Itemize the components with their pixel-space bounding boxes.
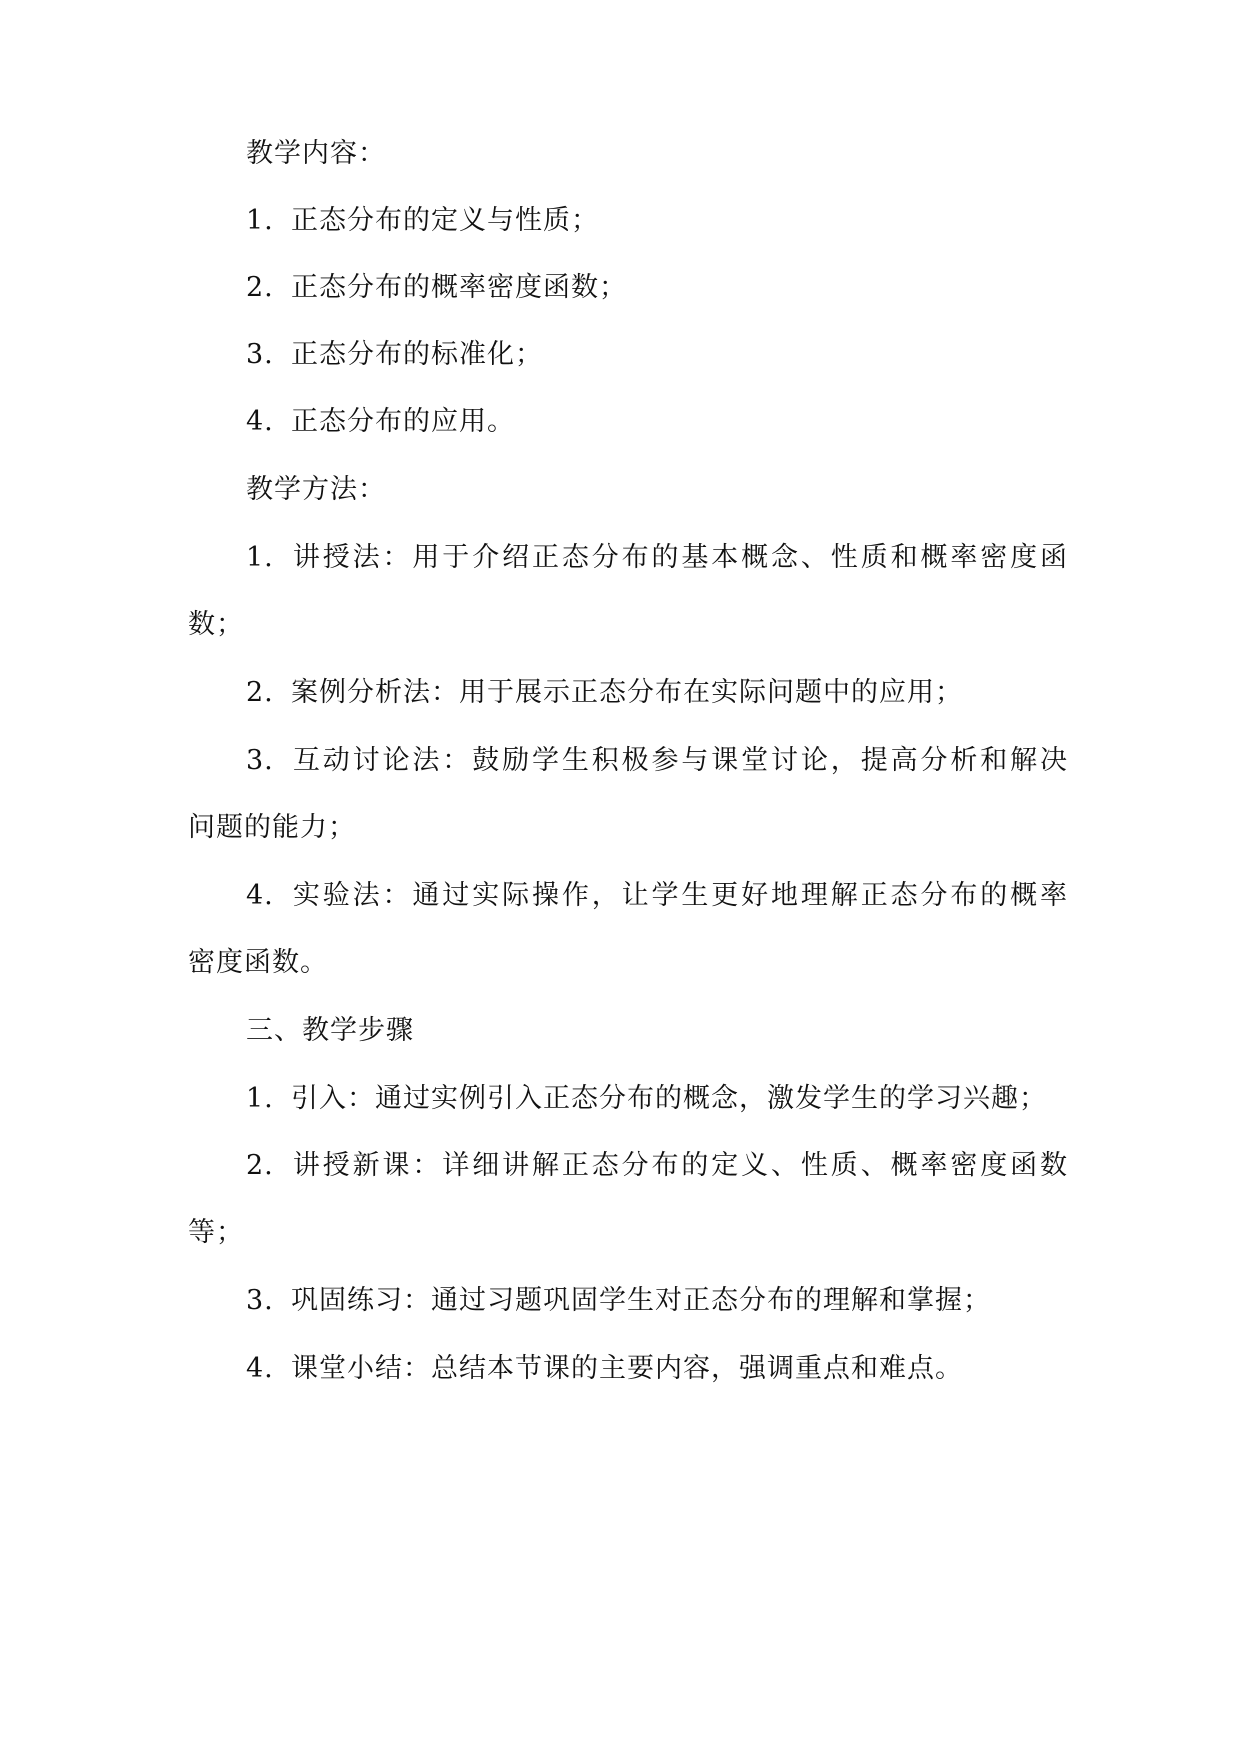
content-item-3 (246, 335, 1068, 375)
item-number: 2. (246, 272, 274, 303)
step-item-1 (246, 1079, 1068, 1119)
item-text: 正态分布的标准化； (291, 339, 543, 370)
content-item-1 (246, 201, 1068, 241)
step-item-3 (246, 1281, 1068, 1321)
method-item-4-continuation: 密度函数。 (188, 947, 328, 978)
item-text: 正态分布的概率密度函数； (291, 272, 627, 303)
content-heading: 教学内容： (246, 138, 386, 169)
item-number: 1. (246, 205, 274, 236)
method-item-3 (246, 741, 1068, 781)
step-item-2-continuation: 等； (188, 1217, 244, 1248)
item-number: 1. (246, 542, 274, 573)
step-item-2 (246, 1146, 1068, 1186)
item-number: 2. (246, 1150, 274, 1181)
item-text: 实验法：通过实际操作，让学生更好地理解正态分布的概率 (291, 880, 1068, 911)
item-text: 课堂小结：总结本节课的主要内容，强调重点和难点。 (291, 1353, 963, 1384)
step-item-4 (246, 1349, 1068, 1389)
item-text: 正态分布的应用。 (291, 406, 515, 437)
item-text: 讲授新课：详细讲解正态分布的定义、性质、概率密度函数 (291, 1150, 1068, 1181)
method-item-1-continuation: 数； (188, 609, 244, 640)
method-item-3-continuation: 问题的能力； (188, 812, 356, 843)
item-text: 互动讨论法：鼓励学生积极参与课堂讨论，提高分析和解决 (291, 745, 1068, 776)
item-text: 案例分析法：用于展示正态分布在实际问题中的应用； (291, 677, 963, 708)
item-text: 讲授法：用于介绍正态分布的基本概念、性质和概率密度函 (291, 542, 1068, 573)
content-item-4 (246, 402, 1068, 442)
item-number: 3. (246, 339, 274, 370)
item-number: 2. (246, 677, 274, 708)
method-item-2 (246, 673, 1068, 713)
method-item-4 (246, 876, 1068, 916)
steps-heading: 三、教学步骤 (246, 1015, 414, 1046)
item-number: 3. (246, 745, 274, 776)
item-number: 4. (246, 1353, 274, 1384)
item-number: 1. (246, 1083, 274, 1114)
item-number: 3. (246, 1285, 274, 1316)
item-number: 4. (246, 880, 274, 911)
content-item-2 (246, 268, 1068, 308)
item-text: 引入：通过实例引入正态分布的概念，激发学生的学习兴趣； (291, 1083, 1047, 1114)
item-text: 巩固练习：通过习题巩固学生对正态分布的理解和掌握； (291, 1285, 991, 1316)
item-number: 4. (246, 406, 274, 437)
method-item-1 (246, 538, 1068, 578)
method-heading: 教学方法： (246, 474, 386, 505)
item-text: 正态分布的定义与性质； (291, 205, 599, 236)
